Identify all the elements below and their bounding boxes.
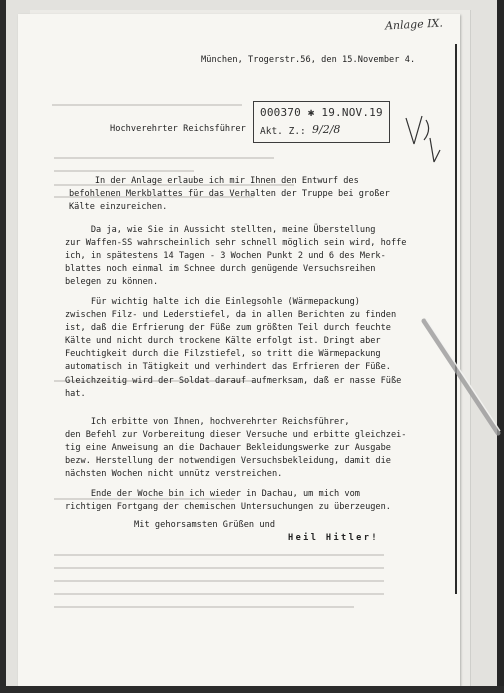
date-line: München, Trogerstr.56, den 15.November 4. bbox=[201, 55, 416, 65]
scan-border-bottom bbox=[0, 686, 504, 693]
glass-rod-icon bbox=[420, 315, 504, 445]
stamp-ref-label: Akt. Z.: bbox=[260, 126, 306, 137]
paragraph-1: In der Anlage erlaube ich mir Ihnen den Entwurf des befohlenen Merkblattes für das Verhalten der Truppe bei großer Kälte einzureichen. bbox=[69, 176, 390, 213]
margin-note: Anlage IX. bbox=[384, 16, 444, 33]
paragraph-4: Ich erbitte von Ihnen, hochverehrter Reichsführer, den Befehl zur Vorbereitung dieser Versuche und erbitte gleichzei- tig eine Anweisung an die Dachauer Bekleidungswerke zur Ausgabe bezw. Herstellung der notwendigen Versuchsbekleidung, damit die nächsten Wochen nicht unnütz verstreichen. bbox=[65, 417, 407, 480]
stamp-number: 000370 ✱ 19.NOV.19 bbox=[260, 106, 383, 119]
stamp-ref-value: 9/2/8 bbox=[312, 123, 341, 136]
sign-off: Heil Hitler! bbox=[288, 533, 379, 543]
closing-line: Mit gehorsamsten Grüßen und bbox=[134, 520, 276, 530]
registry-stamp bbox=[253, 101, 390, 143]
scan-border-left bbox=[0, 0, 6, 693]
salutation: Hochverehrter Reichsführer bbox=[110, 124, 246, 134]
paragraph-2: Da ja, wie Sie in Aussicht stellten, meine Überstellung zur Waffen-SS wahrscheinlich sehr schnell möglich sein wird, hoffe ich, in spätestens 14 Tagen - 3 Wochen Punkt 2 und 6 des Merk- blattes noch einmal im Schnee durch genügende Versuchsreihen belegen zu können. bbox=[65, 225, 407, 288]
paragraph-3: Für wichtig halte ich die Einlegsohle (Wärmepackung) zwischen Filz- und Lederstiefel, da in allen Berichten zu finden ist, daß die Erfrierung der Füße zum größten Teil durch feuchte Kälte und nicht durch trockene Kälte erfolgt ist. Dringt aber Feuchtigkeit durch die Filzstiefel, so tritt die Wärmepackung automatisch in Tätigkeit und verhindert das Erfrieren der Füße. Gleichzeitig wird der Soldat darauf aufmerksam, daß er nasse Füße hat. bbox=[65, 297, 402, 399]
paragraph-5: Ende der Woche bin ich wieder in Dachau, um mich vom richtigen Fortgang der chemischen Untersuchungen zu überzeugen. bbox=[65, 489, 391, 513]
handwritten-mark-icon bbox=[400, 110, 450, 170]
